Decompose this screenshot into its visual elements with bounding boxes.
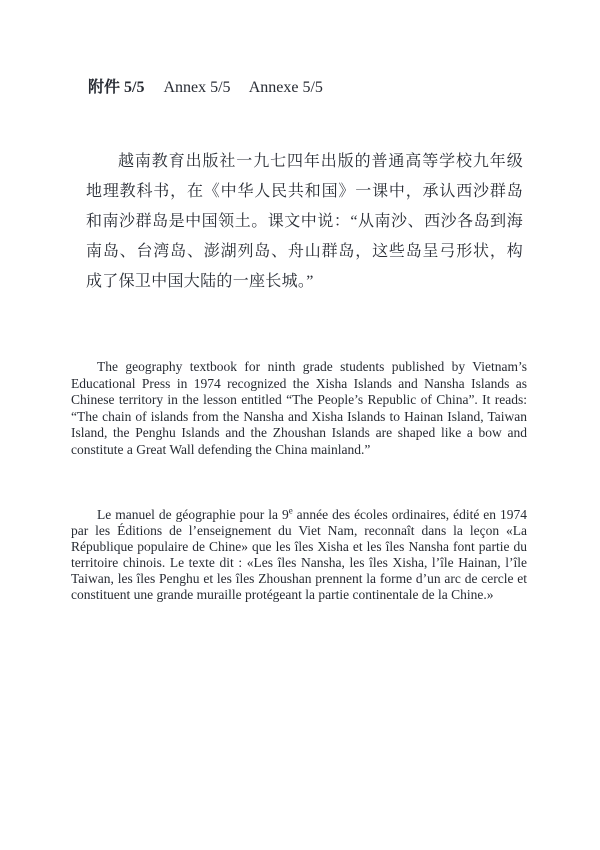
french-ordinal-superscript: e — [288, 505, 293, 516]
paragraph-chinese: 越南教育出版社一九七四年出版的普通高等学校九年级地理教科书，在《中华人民共和国》一课中，承认西沙群岛和南沙群岛是中国领土。课文中说：“从南沙、西沙各岛到海南岛、台湾岛、澎湖列岛、舟山群岛，这些岛呈弓形状，构成了保卫中国大陆的一座长城。” — [86, 153, 523, 290]
annex-header — [88, 74, 323, 97]
annex-label-french: Annexe 5/5 — [248, 79, 323, 96]
paragraph-english: The geography textbook for ninth grade students published by Vietnam’s Educational Press in 1974 recognized the Xisha Islands and Nansha Islands as Chinese territory in the lesson entitled “The People’s Republic of China”. It reads: “The chain of islands from the Nansha and Xisha Islands to Hainan Island, Taiwan Island, the Penghu Islands and the Zhoushan Islands are shaped like a bow and constitute a Great Wall defending the China mainland.” — [71, 359, 527, 457]
annex-label-english: Annex 5/5 — [163, 79, 231, 96]
french-text-after-superscript: année des écoles ordinaires, édité en 1974 par les Éditions de l’enseignement du Viet Nam, reconnaît dans la leçon «La République populaire de Chine» que les îles Xisha et les îles Nansha font partie du territoire chinois. Le texte dit : «Les îles Nansha, les îles Xisha, l’île Hainan, l’île Taiwan, les îles Penghu et les îles Zhoushan prennent la forme d’un arc de cercle et constituent une grande muraille protégeant la partie continentale de la Chine.» — [71, 507, 527, 602]
annex-label-chinese: 附件 5/5 — [88, 79, 145, 96]
french-text-before-superscript: Le manuel de géographie pour la 9 — [97, 507, 289, 522]
paragraph-french — [71, 507, 527, 603]
